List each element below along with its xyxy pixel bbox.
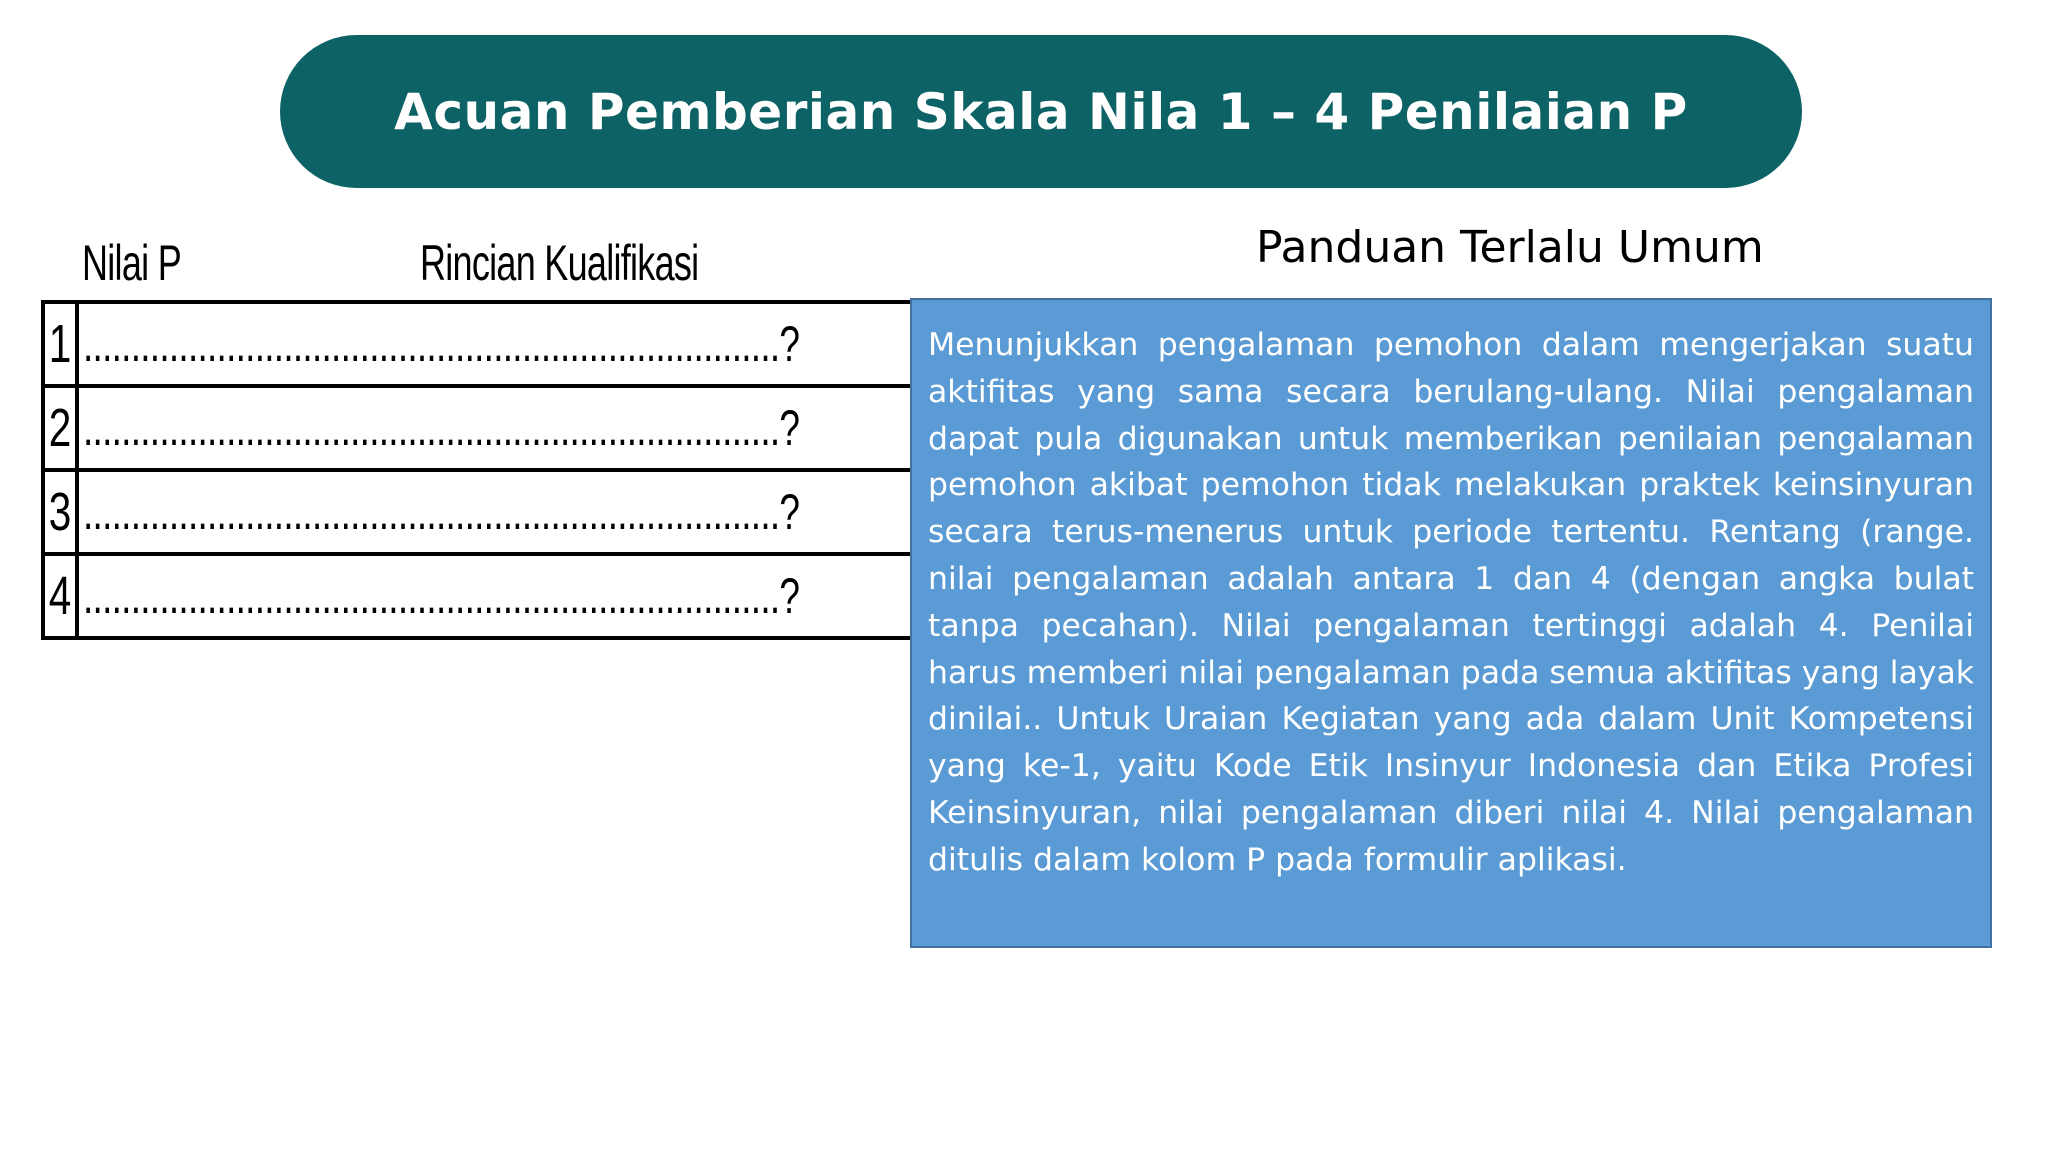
table-row — [43, 302, 1053, 386]
nilai-cell — [43, 470, 77, 554]
rincian-cell — [77, 470, 1053, 554]
nilai-value: 3 — [48, 482, 72, 542]
guide-text-box — [910, 298, 1992, 948]
column-header-nilai-p: Nilai P — [82, 235, 181, 291]
guide-heading: Panduan Terlalu Umum — [1256, 222, 1764, 273]
table-row — [43, 386, 1053, 470]
rincian-cell — [77, 554, 1053, 638]
nilai-cell — [43, 302, 77, 386]
nilai-value: 4 — [48, 566, 72, 626]
title-banner — [280, 35, 1802, 188]
nilai-p-table — [41, 300, 1055, 640]
rincian-value: .........................................................................? — [83, 568, 800, 624]
slide-title: Acuan Pemberian Skala Nila 1 – 4 Penilaian P — [394, 82, 1688, 141]
nilai-cell — [43, 386, 77, 470]
rincian-cell — [77, 386, 1053, 470]
table-row — [43, 470, 1053, 554]
rincian-value: .........................................................................? — [83, 400, 800, 456]
nilai-value: 1 — [48, 314, 72, 374]
guide-body-text: Menunjukkan pengalaman pemohon dalam mengerjakan suatu aktifitas yang sama secara berulang-ulang. Nilai pengalaman dapat pula digunakan untuk memberikan penilaian pengalaman pemohon akibat pemohon tidak melakukan praktek keinsinyuran secara terus-menerus untuk periode tertentu. Rentang (range. nilai pengalaman adalah antara 1 dan 4 (dengan angka bulat tanpa pecahan). Nilai pengalaman tertinggi adalah 4. Penilai harus memberi nilai pengalaman pada semua aktifitas yang layak dinilai.. Untuk Uraian Kegiatan yang ada dalam Unit Kompetensi yang ke-1, yaitu Kode Etik Insinyur Indonesia dan Etika Profesi Keinsinyuran, nilai pengalaman diberi nilai 4. Nilai pengalaman ditulis dalam kolom P pada formulir aplikasi. — [928, 327, 1974, 878]
column-header-rincian-kualifikasi: Rincian Kualifikasi — [420, 235, 699, 291]
nilai-cell — [43, 554, 77, 638]
rincian-cell — [77, 302, 1053, 386]
rincian-value: .........................................................................? — [83, 484, 800, 540]
nilai-value: 2 — [48, 398, 72, 458]
rincian-value: .........................................................................? — [83, 316, 800, 372]
table-row — [43, 554, 1053, 638]
